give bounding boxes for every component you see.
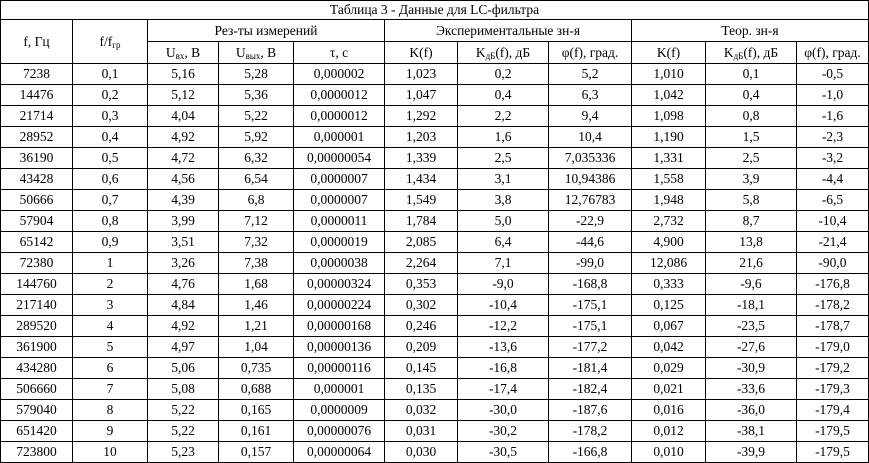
cell-u-in: 4,04: [148, 106, 219, 127]
cell-exp-k-db: 7,1: [458, 253, 549, 274]
cell-u-in: 4,72: [148, 148, 219, 169]
cell-exp-k-db: -10,4: [458, 295, 549, 316]
cell-tau: 0,0000009: [294, 400, 385, 421]
table-row: [1, 316, 869, 337]
table-row: [1, 400, 869, 421]
cell-exp-k: 0,031: [385, 421, 458, 442]
cell-theor-phase: -21,4: [797, 232, 869, 253]
cell-u-out: 1,04: [219, 337, 294, 358]
cell-exp-k-db: -16,8: [458, 358, 549, 379]
cell-theor-k-db: 5,8: [706, 190, 797, 211]
table-row: [1, 358, 869, 379]
cell-theor-k: 0,125: [632, 295, 706, 316]
cell-exp-k-db: -9,0: [458, 274, 549, 295]
cell-ratio: 0,5: [73, 148, 148, 169]
cell-ratio: 0,8: [73, 211, 148, 232]
cell-ratio: 10: [73, 442, 148, 463]
cell-exp-phase: -177,2: [549, 337, 632, 358]
cell-tau: 0,00000168: [294, 316, 385, 337]
cell-theor-k-db: -38,1: [706, 421, 797, 442]
cell-exp-phase: -178,2: [549, 421, 632, 442]
cell-u-out: 1,46: [219, 295, 294, 316]
cell-frequency: 14476: [1, 85, 73, 106]
cell-frequency: 50666: [1, 190, 73, 211]
cell-tau: 0,0000007: [294, 169, 385, 190]
cell-frequency: 651420: [1, 421, 73, 442]
cell-theor-k-db: 8,7: [706, 211, 797, 232]
cell-theor-k: 0,333: [632, 274, 706, 295]
cell-theor-k: 0,029: [632, 358, 706, 379]
cell-u-out: 0,157: [219, 442, 294, 463]
cell-exp-phase: 10,4: [549, 127, 632, 148]
cell-exp-k: 1,292: [385, 106, 458, 127]
header-group-measurements: Рез-ты измерений: [148, 20, 385, 42]
cell-u-out: 7,38: [219, 253, 294, 274]
cell-exp-phase: 10,94386: [549, 169, 632, 190]
cell-theor-k: 1,948: [632, 190, 706, 211]
cell-exp-phase: -175,1: [549, 316, 632, 337]
header-group-experimental: Экспериментальные зн-я: [385, 20, 632, 42]
cell-exp-k: 1,549: [385, 190, 458, 211]
table-row: [1, 337, 869, 358]
cell-u-in: 5,22: [148, 421, 219, 442]
cell-exp-k-db: -30,5: [458, 442, 549, 463]
cell-exp-phase: -166,8: [549, 442, 632, 463]
cell-u-in: 5,08: [148, 379, 219, 400]
cell-ratio: 0,7: [73, 190, 148, 211]
table-row: [1, 127, 869, 148]
header-exp-phase: φ(f), град.: [549, 42, 632, 64]
cell-exp-k-db: 2,2: [458, 106, 549, 127]
cell-u-in: 4,92: [148, 127, 219, 148]
cell-u-in: 3,51: [148, 232, 219, 253]
cell-exp-phase: 5,2: [549, 64, 632, 85]
cell-theor-k-db: -36,0: [706, 400, 797, 421]
cell-exp-phase: -22,9: [549, 211, 632, 232]
cell-ratio: 0,3: [73, 106, 148, 127]
cell-ratio: 1: [73, 253, 148, 274]
cell-exp-phase: 7,035336: [549, 148, 632, 169]
table-row: [1, 232, 869, 253]
cell-frequency: 57904: [1, 211, 73, 232]
cell-ratio: 9: [73, 421, 148, 442]
cell-theor-phase: -90,0: [797, 253, 869, 274]
cell-exp-k-db: -13,6: [458, 337, 549, 358]
cell-tau: 0,000001: [294, 127, 385, 148]
cell-ratio: 3: [73, 295, 148, 316]
cell-ratio: 5: [73, 337, 148, 358]
cell-exp-k: 1,203: [385, 127, 458, 148]
cell-exp-phase: 6,3: [549, 85, 632, 106]
cell-tau: 0,00000116: [294, 358, 385, 379]
cell-theor-phase: -1,6: [797, 106, 869, 127]
cell-theor-k: 2,732: [632, 211, 706, 232]
table-row: [1, 106, 869, 127]
cell-exp-phase: 9,4: [549, 106, 632, 127]
cell-exp-k-db: 3,8: [458, 190, 549, 211]
cell-ratio: 0,2: [73, 85, 148, 106]
cell-u-in: 5,23: [148, 442, 219, 463]
cell-frequency: 36190: [1, 148, 73, 169]
cell-theor-k-db: 13,8: [706, 232, 797, 253]
cell-ratio: 0,4: [73, 127, 148, 148]
cell-theor-phase: -178,7: [797, 316, 869, 337]
cell-u-in: 3,26: [148, 253, 219, 274]
header-theor-phase: φ(f), град.: [797, 42, 869, 64]
cell-theor-phase: -176,8: [797, 274, 869, 295]
cell-exp-k: 0,145: [385, 358, 458, 379]
cell-ratio: 2: [73, 274, 148, 295]
cell-theor-k-db: -33,6: [706, 379, 797, 400]
cell-frequency: 21714: [1, 106, 73, 127]
cell-ratio: 0,1: [73, 64, 148, 85]
cell-u-out: 5,36: [219, 85, 294, 106]
cell-exp-k-db: -12,2: [458, 316, 549, 337]
cell-u-out: 7,32: [219, 232, 294, 253]
cell-theor-phase: -10,4: [797, 211, 869, 232]
cell-theor-phase: -179,5: [797, 442, 869, 463]
cell-u-in: 5,06: [148, 358, 219, 379]
cell-exp-k-db: -30,0: [458, 400, 549, 421]
cell-exp-k: 1,047: [385, 85, 458, 106]
cell-frequency: 65142: [1, 232, 73, 253]
table-row: [1, 64, 869, 85]
cell-theor-k-db: 0,4: [706, 85, 797, 106]
header-u-in: $U_{вх}$, В: [148, 42, 219, 64]
cell-tau: 0,0000038: [294, 253, 385, 274]
cell-theor-phase: -179,5: [797, 421, 869, 442]
cell-exp-k: 1,434: [385, 169, 458, 190]
cell-frequency: 28952: [1, 127, 73, 148]
cell-theor-k: 1,098: [632, 106, 706, 127]
cell-theor-phase: -178,2: [797, 295, 869, 316]
cell-frequency: 72380: [1, 253, 73, 274]
cell-theor-k: 1,190: [632, 127, 706, 148]
cell-theor-phase: -0,5: [797, 64, 869, 85]
cell-theor-phase: -6,5: [797, 190, 869, 211]
cell-exp-phase: 12,76783: [549, 190, 632, 211]
cell-tau: 0,000001: [294, 379, 385, 400]
table-title: Таблица 3 - Данные для LC-фильтра: [1, 1, 869, 20]
cell-theor-k-db: -18,1: [706, 295, 797, 316]
cell-ratio: 4: [73, 316, 148, 337]
cell-u-out: 6,8: [219, 190, 294, 211]
cell-exp-k: 0,353: [385, 274, 458, 295]
table-row: [1, 85, 869, 106]
cell-theor-k: 0,067: [632, 316, 706, 337]
cell-frequency: 43428: [1, 169, 73, 190]
cell-theor-phase: -2,3: [797, 127, 869, 148]
cell-ratio: 8: [73, 400, 148, 421]
header-tau: τ, с: [294, 42, 385, 64]
table-row: [1, 295, 869, 316]
cell-ratio: 0,9: [73, 232, 148, 253]
cell-tau: 0,000002: [294, 64, 385, 85]
cell-u-out: 0,161: [219, 421, 294, 442]
cell-theor-k: 0,016: [632, 400, 706, 421]
cell-exp-k-db: 0,4: [458, 85, 549, 106]
cell-u-in: 4,56: [148, 169, 219, 190]
cell-exp-k-db: 5,0: [458, 211, 549, 232]
cell-frequency: 434280: [1, 358, 73, 379]
cell-exp-k-db: 6,4: [458, 232, 549, 253]
cell-theor-k-db: -23,5: [706, 316, 797, 337]
cell-u-out: 1,21: [219, 316, 294, 337]
cell-exp-phase: -168,8: [549, 274, 632, 295]
cell-theor-k-db: -39,9: [706, 442, 797, 463]
cell-exp-phase: -175,1: [549, 295, 632, 316]
table-row: [1, 211, 869, 232]
cell-u-in: 3,99: [148, 211, 219, 232]
cell-frequency: 579040: [1, 400, 73, 421]
cell-exp-k: 2,085: [385, 232, 458, 253]
cell-theor-phase: -1,0: [797, 85, 869, 106]
cell-exp-k: 1,339: [385, 148, 458, 169]
cell-ratio: 0,6: [73, 169, 148, 190]
cell-frequency: 506660: [1, 379, 73, 400]
cell-theor-k: 1,010: [632, 64, 706, 85]
cell-tau: 0,00000064: [294, 442, 385, 463]
cell-exp-k: 0,302: [385, 295, 458, 316]
cell-tau: 0,0000011: [294, 211, 385, 232]
table-row: [1, 169, 869, 190]
cell-exp-k: 0,032: [385, 400, 458, 421]
header-group-theoretical: Теор. зн-я: [632, 20, 869, 42]
cell-ratio: 7: [73, 379, 148, 400]
cell-u-out: 1,68: [219, 274, 294, 295]
cell-u-out: 6,54: [219, 169, 294, 190]
cell-u-out: 7,12: [219, 211, 294, 232]
cell-theor-k-db: 3,9: [706, 169, 797, 190]
cell-theor-k: 1,042: [632, 85, 706, 106]
cell-exp-k-db: -17,4: [458, 379, 549, 400]
cell-frequency: 217140: [1, 295, 73, 316]
cell-theor-phase: -179,4: [797, 400, 869, 421]
cell-u-out: 0,735: [219, 358, 294, 379]
cell-exp-k: 2,264: [385, 253, 458, 274]
cell-theor-k-db: 1,5: [706, 127, 797, 148]
cell-theor-phase: -4,4: [797, 169, 869, 190]
cell-u-in: 4,39: [148, 190, 219, 211]
cell-theor-k-db: 0,8: [706, 106, 797, 127]
cell-u-in: 4,84: [148, 295, 219, 316]
cell-theor-k: 0,021: [632, 379, 706, 400]
header-theor-k-db: $K_{дБ}(f)$, дБ: [706, 42, 797, 64]
cell-theor-k: 12,086: [632, 253, 706, 274]
cell-u-out: 0,165: [219, 400, 294, 421]
cell-exp-k: 1,784: [385, 211, 458, 232]
table-row: [1, 379, 869, 400]
cell-exp-k: 0,246: [385, 316, 458, 337]
header-frequency: f, Гц: [1, 20, 73, 64]
table-row: [1, 421, 869, 442]
cell-exp-k-db: 1,6: [458, 127, 549, 148]
cell-exp-k-db: 3,1: [458, 169, 549, 190]
cell-tau: 0,0000012: [294, 85, 385, 106]
cell-exp-k: 0,030: [385, 442, 458, 463]
cell-theor-phase: -3,2: [797, 148, 869, 169]
cell-exp-phase: -44,6: [549, 232, 632, 253]
cell-theor-k-db: -9,6: [706, 274, 797, 295]
table-row: [1, 148, 869, 169]
cell-frequency: 361900: [1, 337, 73, 358]
cell-theor-k-db: -27,6: [706, 337, 797, 358]
cell-exp-k-db: -30,2: [458, 421, 549, 442]
cell-exp-phase: -181,4: [549, 358, 632, 379]
table-row: [1, 190, 869, 211]
cell-u-out: 0,688: [219, 379, 294, 400]
cell-u-in: 4,92: [148, 316, 219, 337]
cell-tau: 0,00000136: [294, 337, 385, 358]
cell-theor-k-db: 21,6: [706, 253, 797, 274]
cell-tau: 0,0000007: [294, 190, 385, 211]
cell-u-out: 6,32: [219, 148, 294, 169]
cell-theor-phase: -179,2: [797, 358, 869, 379]
table-body: [1, 64, 869, 463]
cell-theor-k: 0,012: [632, 421, 706, 442]
cell-exp-k: 0,209: [385, 337, 458, 358]
cell-tau: 0,00000324: [294, 274, 385, 295]
cell-exp-k: 0,135: [385, 379, 458, 400]
cell-frequency: 144760: [1, 274, 73, 295]
cell-tau: 0,00000076: [294, 421, 385, 442]
cell-tau: 0,0000012: [294, 106, 385, 127]
cell-u-in: 4,97: [148, 337, 219, 358]
cell-tau: 0,00000054: [294, 148, 385, 169]
cell-exp-k-db: 0,2: [458, 64, 549, 85]
cell-u-in: 5,12: [148, 85, 219, 106]
cell-u-out: 5,92: [219, 127, 294, 148]
cell-theor-phase: -179,3: [797, 379, 869, 400]
cell-theor-k: 0,010: [632, 442, 706, 463]
cell-u-in: 4,76: [148, 274, 219, 295]
cell-exp-k-db: 2,5: [458, 148, 549, 169]
cell-tau: 0,0000019: [294, 232, 385, 253]
cell-u-out: 5,28: [219, 64, 294, 85]
cell-theor-k: 1,331: [632, 148, 706, 169]
cell-u-in: 5,22: [148, 400, 219, 421]
header-exp-k: K(f): [385, 42, 458, 64]
header-u-out: $U_{вых}$, В: [219, 42, 294, 64]
cell-exp-phase: -99,0: [549, 253, 632, 274]
table-row: [1, 442, 869, 463]
cell-frequency: 7238: [1, 64, 73, 85]
table-row: [1, 274, 869, 295]
cell-u-out: 5,22: [219, 106, 294, 127]
header-frequency-ratio: $f/f_{гр}$: [73, 20, 148, 64]
cell-exp-phase: -182,4: [549, 379, 632, 400]
cell-tau: 0,00000224: [294, 295, 385, 316]
cell-frequency: 289520: [1, 316, 73, 337]
cell-theor-k-db: 2,5: [706, 148, 797, 169]
cell-theor-k-db: 0,1: [706, 64, 797, 85]
cell-exp-phase: -187,6: [549, 400, 632, 421]
cell-u-in: 5,16: [148, 64, 219, 85]
cell-ratio: 6: [73, 358, 148, 379]
table-row: [1, 253, 869, 274]
header-theor-k: K(f): [632, 42, 706, 64]
cell-exp-k: 1,023: [385, 64, 458, 85]
cell-theor-k: 1,558: [632, 169, 706, 190]
header-exp-k-db: $K_{дБ}(f)$, дБ: [458, 42, 549, 64]
cell-theor-k: 0,042: [632, 337, 706, 358]
cell-theor-k: 4,900: [632, 232, 706, 253]
cell-theor-phase: -179,0: [797, 337, 869, 358]
cell-theor-k-db: -30,9: [706, 358, 797, 379]
cell-frequency: 723800: [1, 442, 73, 463]
